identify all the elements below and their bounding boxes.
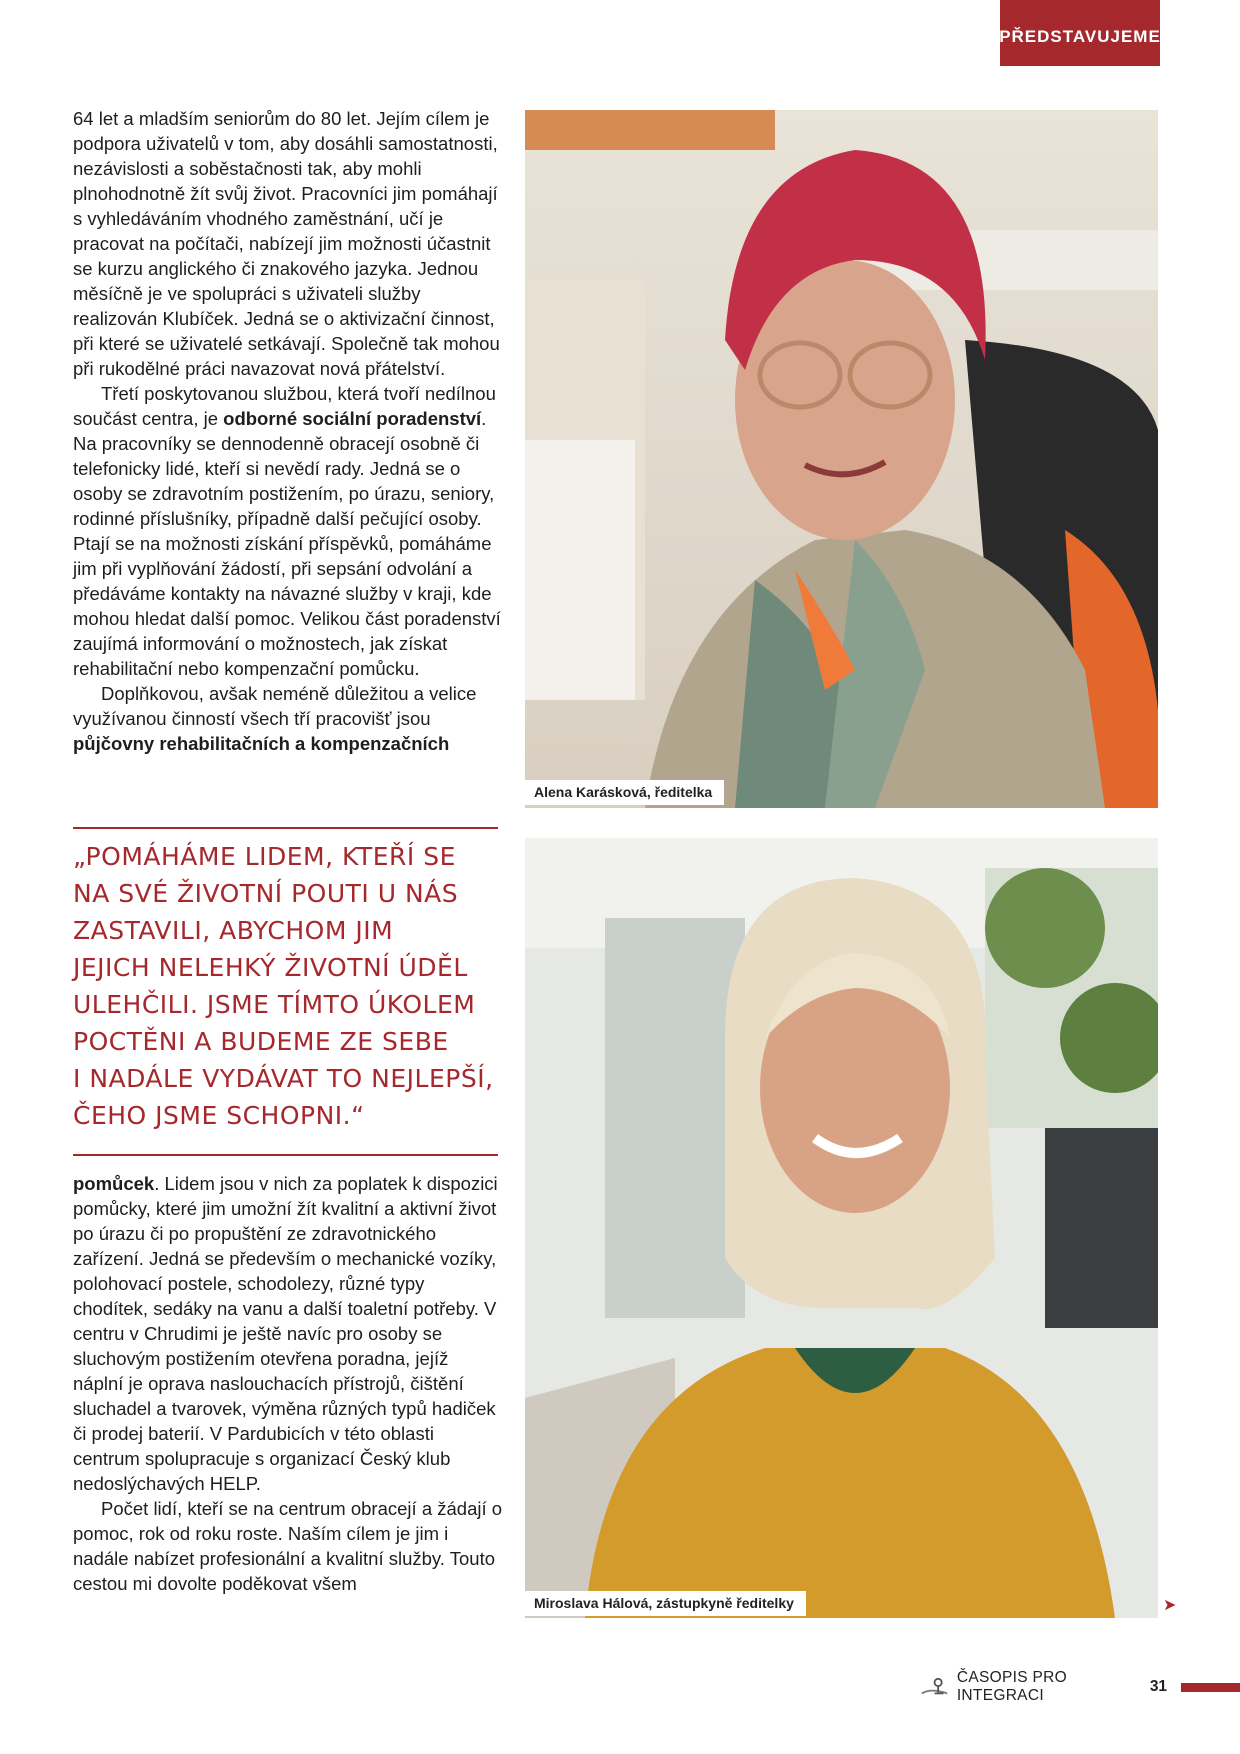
article-paragraph: pomůcek. Lidem jsou v nich za poplatek k dispozici pomůcky, které jim umožní žít kvalitní a aktivní život po úrazu či po propuštění ze zdravotnického zařízení. Jedná se především o mechanické vozíky, polohovací postele, schodolezy, různé typy chodítek, sedáky na vanu a další toaletní potřeby. V centru v Chrudimi je ještě navíc pro osoby se sluchovým postižením otevřena poradna, jejíž náplní je oprava naslouchacích přístrojů, čištění sluchadel a tvarovek, výměna různých typů hadiček či prodej baterií. V Pardubicích v této oblasti centrum spolupracuje s organizací Český klub nedoslýchavých HELP. <box>73 1173 498 1494</box>
article-column-bottom <box>73 1171 503 1596</box>
footer-accent-bar <box>1181 1683 1240 1692</box>
journal-logo-icon <box>920 1676 951 1698</box>
quote-rule-top <box>73 827 498 829</box>
portrait-deputy-image <box>525 838 1158 1618</box>
journal-name: ČASOPIS PRO INTEGRACI <box>956 1669 1067 1704</box>
pull-quote <box>73 838 513 1134</box>
section-tag: PŘEDSTAVUJEME <box>1000 0 1160 66</box>
quote-line: JEJICH NELEHKÝ ŽIVOTNÍ ÚDĚL <box>73 953 468 982</box>
quote-line: ULEHČILI. JSME TÍMTO ÚKOLEM <box>73 990 476 1019</box>
page-number: 31 <box>1149 1678 1168 1695</box>
photo-deputy-director <box>525 838 1158 1618</box>
photo-caption: Miroslava Hálová, zástupkyně ředitelky <box>525 1591 806 1616</box>
quote-line: NA SVÉ ŽIVOTNÍ POUTI U NÁS <box>73 879 459 908</box>
article-column-top <box>73 106 503 756</box>
quote-line: „POMÁHÁME LIDEM, KTEŘÍ SE <box>73 842 456 871</box>
quote-line: I NADÁLE VYDÁVAT TO NEJLEPŠÍ, <box>73 1064 494 1093</box>
page-footer <box>920 1669 1240 1704</box>
quote-line: POCTĚNI A BUDEME ZE SEBE <box>73 1027 449 1056</box>
article-paragraph: Počet lidí, kteří se na centrum obracejí a žádají o pomoc, rok od roku roste. Naším cílem je jim i nadále nabízet profesionální a kvalitní služby. Touto cestou mi dovolte poděkovat všem <box>73 1498 503 1594</box>
photo-caption: Alena Karásková, ředitelka <box>525 780 724 805</box>
article-paragraph: Třetí poskytovanou službou, která tvoří nedílnou součást centra, je odborné sociální poradenství. Na pracovníky se dennodenně obracejí osobně či telefonicky lidé, kteří si nevědí rady. Jedná se o osoby se zdravotním postižením, po úrazu, seniory, rodinné příslušníky, případně další pečující osoby. Ptají se na možnosti získání příspěvků, pomáháme jim při vyplňování žádostí, při sepsání odvolání a předáváme kontakty na návazné služby v kraji, kde mohou hledat další pomoc. Velikou část poradenství zaujímá informování o možnostech, jak získat rehabilitační nebo kompenzační pomůcku. <box>73 383 501 679</box>
quote-rule-bottom <box>73 1154 498 1156</box>
article-paragraph: Doplňkovou, avšak neméně důležitou a velice využívanou činností všech tří pracovišť jsou půjčovny rehabilitačních a kompenzačních <box>73 683 477 754</box>
article-paragraph: 64 let a mladším seniorům do 80 let. Jejím cílem je podpora uživatelů v tom, aby dosáhli samostatnosti, nezávislosti a soběstačnosti tak, aby mohli plnohodnotně žít svůj život. Pracovníci jim pomáhají s vyhledáváním vhodného zaměstnání, učí je pracovat na počítači, nabízejí jim možnosti účastnit se kurzu anglického či znakového jazyka. Jednou měsíčně je ve spolupráci s uživateli služby realizován Klubíček. Jedná se o aktivizační činnost, při které se uživatelé setkávají. Společně tak mohou při rukodělné práci navazovat nová přátelství. <box>73 108 500 379</box>
quote-line: ZASTAVILI, ABYCHOM JIM <box>73 916 394 945</box>
photo-director <box>525 110 1158 808</box>
portrait-director-image <box>525 110 1158 808</box>
quote-line: ČEHO JSME SCHOPNI.“ <box>73 1101 365 1130</box>
continue-arrow-icon: ➤ <box>1163 1595 1177 1614</box>
